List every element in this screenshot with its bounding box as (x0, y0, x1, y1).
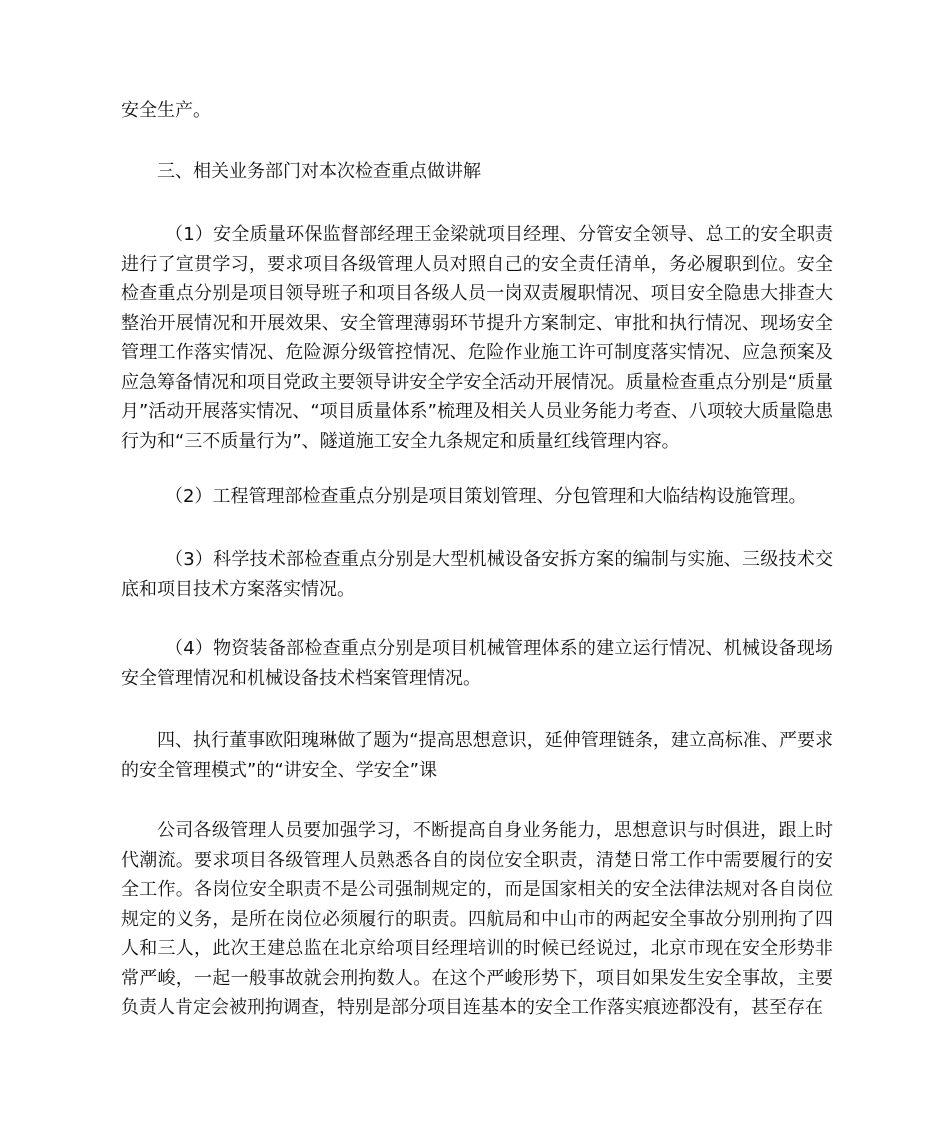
paragraph-body: 公司各级管理人员要加强学习，不断提高自身业务能力，思想意识与时俱进，跟上时代潮流。要求项目各级管理人员熟悉各自的岗位安全职责，清楚日常工作中需要履行的安全工作。各岗位安全职责不是公司强制规定的，而是国家相关的安全法律法规对各自岗位规定的义务，是所在岗位必须履行的职责。四航局和中山市的两起安全事故分别刑拘了四人和三人，此次王建总监在北京给项目经理培训的时候已经说过，北京市现在安全形势非常严峻，一起一般事故就会刑拘数人。在这个严峻形势下，项目如果发生安全事故，主要负责人肯定会被刑拘调查，特别是部分项目连基本的安全工作落实痕迹都没有，甚至存在 (121, 820, 833, 1018)
paragraph-continuation: 安全生产。 (121, 100, 211, 121)
paragraph-item-2: （2）工程管理部检查重点分别是项目策划管理、分包管理和大临结构设施管理。 (165, 486, 807, 507)
paragraph-item-3: （3）科学技术部检查重点分别是大型机械设备安拆方案的编制与实施、三级技术交底和项目技术方案落实情况。 (121, 549, 833, 600)
section-heading-three: 三、相关业务部门对本次检查重点做讲解 (157, 161, 481, 182)
paragraph-item-1: （1）安全质量环保监督部经理王金梁就项目经理、分管安全领导、总工的安全职责进行了宣贯学习，要求项目各级管理人员对照自己的安全责任清单，务必履职到位。安全检查重点分别是项目领导班子和项目各级人员一岗双责履职情况、项目安全隐患大排查大整治开展情况和开展效果、安全管理薄弱环节提升方案制定、审批和执行情况、现场安全管理工作落实情况、危险源分级管控情况、危险作业施工许可制度落实情况、应急预案及应急筹备情况和项目党政主要领导讲安全学安全活动开展情况。质量检查重点分别是“质量月”活动开展落实情况、“项目质量体系”梳理及相关人员业务能力考查、八项较大质量隐患行为和“三不质量行为”、隧道施工安全九条规定和质量红线管理内容。 (121, 224, 833, 452)
paragraph-item-4: （4）物资装备部检查重点分别是项目机械管理体系的建立运行情况、机械设备现场安全管理情况和机械设备技术档案管理情况。 (121, 638, 833, 689)
section-heading-four: 四、执行董事欧阳瑰琳做了题为“提高思想意识，延伸管理链条，建立高标准、严要求的安全管理模式”的“讲安全、学安全”课 (121, 730, 833, 781)
